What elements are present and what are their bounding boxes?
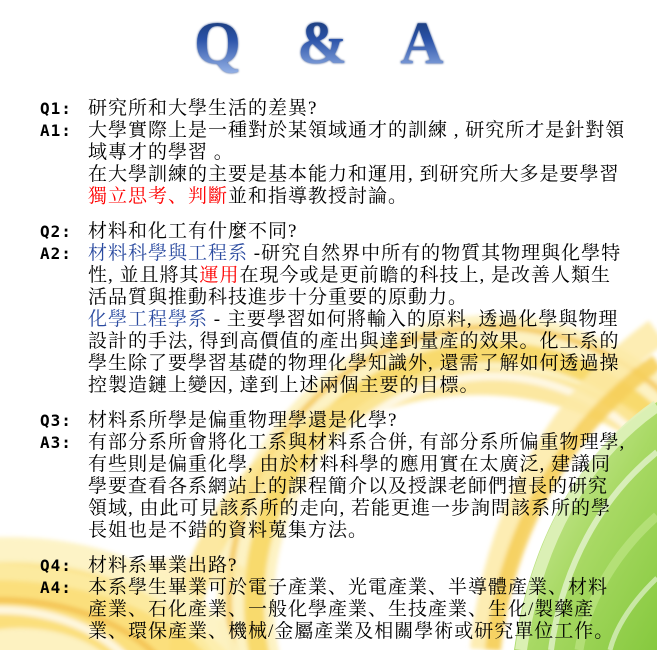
answer-text [88, 432, 627, 542]
answer-segment-red: 運用 [199, 265, 240, 286]
answer-segment: 大學實際上是一種對於某領域通才的訓練 , 研究所才是針對領域專才的學習 。 [88, 120, 626, 163]
question-row [40, 555, 627, 577]
answer-row [40, 243, 627, 397]
question-row [40, 221, 627, 243]
question-text: 材料系畢業出路? [88, 555, 238, 576]
answer-segment-blue: 材料科學與工程系 [88, 243, 249, 264]
answer-segment: 在大學訓練的主要是基本能力和運用, 到研究所大多是要學習 [88, 164, 620, 185]
answer-label: A1: [40, 121, 72, 140]
question-text: 材料和化工有什麼不同? [88, 221, 298, 242]
qa-block-4 [40, 555, 627, 643]
question-label: Q3: [40, 411, 72, 430]
answer-segment: -研究自然界中所有的物質其物理與化學特性, 並且將其 [88, 243, 622, 286]
answer-paragraph [88, 164, 627, 208]
answer-segment: - 主要學習如何將輸入的原料, 透過化學與物理設計的手法, 得到高價值的產出與達到量產的效果。化工系的學生除了要學習基礎的物理化學知識外, 還需了解如何透過操控製造鏈上變因, 達到上述兩個主要的目標。 [88, 309, 620, 396]
answer-paragraph [88, 577, 627, 643]
answer-paragraph [88, 120, 627, 164]
answer-row [40, 577, 627, 643]
answer-segment-red: 獨立思考、判斷 [88, 186, 229, 207]
slide-title: Q & A [0, 4, 657, 82]
answer-paragraph [88, 309, 627, 397]
answer-text [88, 120, 627, 208]
qa-list [40, 98, 627, 643]
answer-text [88, 243, 627, 397]
answer-label: A4: [40, 578, 72, 597]
question-text: 研究所和大學生活的差異? [88, 98, 318, 119]
answer-row [40, 432, 627, 542]
question-label: Q1: [40, 99, 72, 118]
answer-label: A3: [40, 433, 72, 452]
answer-segment-blue: 化學工程學系 [88, 309, 209, 330]
answer-segment: 本系學生畢業可於電子產業、光電產業、半導體產業、材料產業、石化產業、一般化學產業、生技產業、生化/製藥產業、環保產業、機械/金屬產業及相關學術或研究單位工作。 [88, 577, 615, 642]
answer-segment: 在現今或是更前瞻的科技上, 是改善人類生活品質與推動科技進步十分重要的原動力。 [88, 265, 612, 308]
question-text: 材料系所學是偏重物理學還是化學? [88, 410, 398, 431]
answer-segment: 並和指導教授討論。 [228, 186, 409, 207]
answer-row [40, 120, 627, 208]
qa-block-2 [40, 221, 627, 397]
answer-paragraph [88, 432, 627, 542]
answer-segment: 有部分系所會將化工系與材料系合併, 有部分系所偏重物理學, 有些則是偏重化學, 由於材料科學的應用實在太廣泛, 建議同學要查看各系網站上的課程簡介以及授課老師們擅長的研究領域, 由此可見該系所的走向, 若能更進一步詢問該系所的學長姐也是不錯的資料蒐集方法。 [88, 432, 626, 541]
qa-block-1 [40, 98, 627, 208]
answer-label: A2: [40, 244, 72, 263]
answer-text [88, 577, 627, 643]
question-row [40, 98, 627, 120]
slide-content [0, 4, 657, 643]
question-label: Q2: [40, 222, 72, 241]
answer-paragraph [88, 243, 627, 309]
question-row [40, 410, 627, 432]
question-label: Q4: [40, 556, 72, 575]
qa-block-3 [40, 410, 627, 542]
